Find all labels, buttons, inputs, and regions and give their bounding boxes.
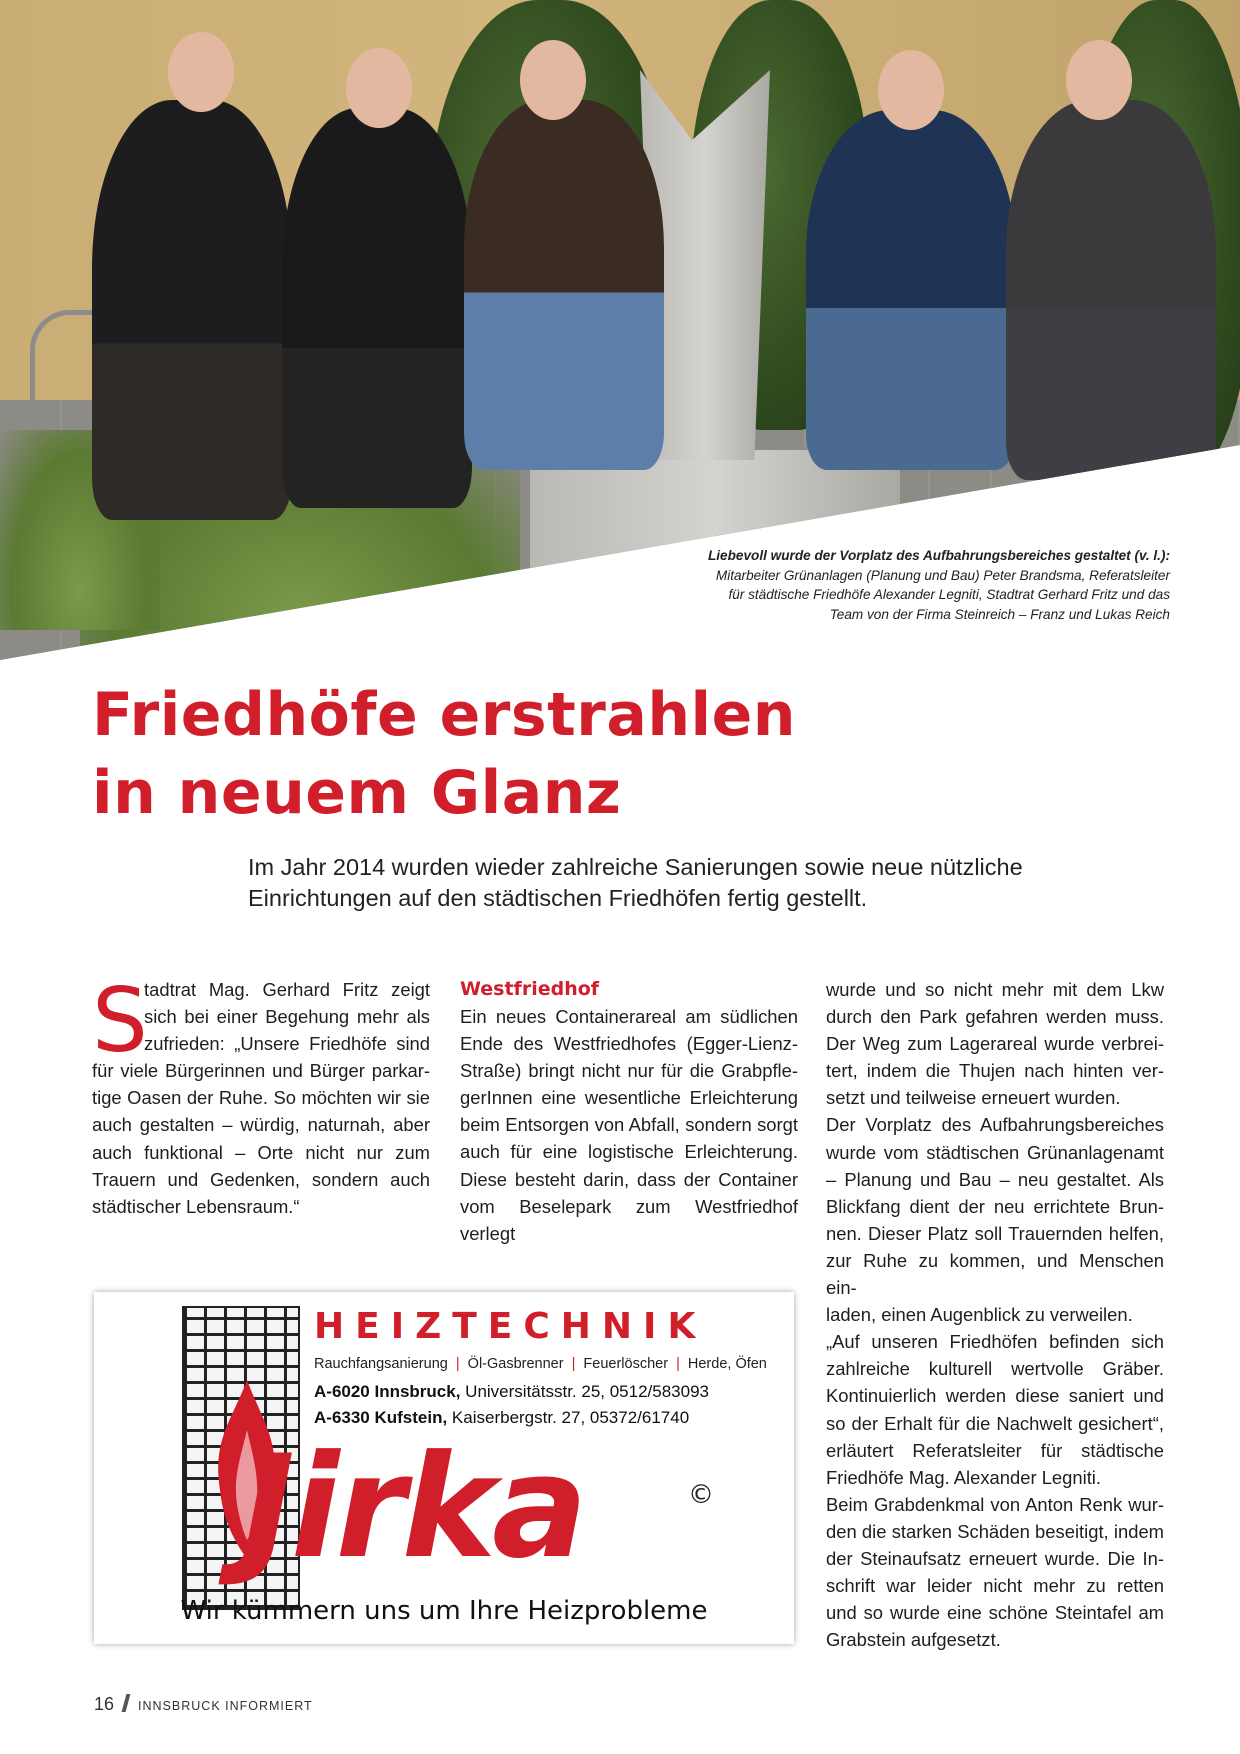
body-line: Diese besteht darin, dass der Container (460, 1168, 798, 1190)
ad-services (314, 1356, 767, 1372)
address-city: A-6020 Innsbruck, (314, 1382, 461, 1401)
article-title (92, 676, 796, 832)
service-item: Herde, Öfen (687, 1356, 767, 1372)
body-line: wurde vom städtischen Grünanlagenamt (826, 1141, 1164, 1163)
body-line: Blickfang dient der neu errichtete Brun- (826, 1195, 1164, 1217)
service-item: Rauchfangsanierung (314, 1356, 448, 1372)
service-separator: | (571, 1356, 576, 1372)
advertisement-jirka (94, 1292, 794, 1644)
photo-person-1-head (168, 32, 234, 112)
photo-person-3 (464, 100, 664, 470)
subhead-westfriedhof: Westfriedhof (460, 978, 600, 1000)
photo-person-1 (92, 100, 292, 520)
body-line: tige Oasen der Ruhe. So möchten wir sie (92, 1087, 430, 1109)
body-line: so der Erhalt für die Nachwelt gesichert“, (826, 1412, 1164, 1434)
address-detail: Kaiserbergstr. 27, 05372/61740 (447, 1408, 690, 1427)
address-city: A-6330 Kufstein, (314, 1408, 448, 1427)
publication-name: INNSBRUCK INFORMIERT (138, 1699, 313, 1713)
title-line-2: in neuem Glanz (92, 758, 622, 828)
photo-person-2 (282, 108, 472, 508)
body-line: Ein neues Containerareal am südlichen (460, 1006, 798, 1027)
body-line: auch gestalten – würdig, naturnah, aber (92, 1114, 430, 1136)
body-line: sich bei einer Begehung mehr als (144, 1006, 430, 1028)
caption-line: für städtische Friedhöfe Alexander Legniti, Stadtrat Gerhard Fritz und das (728, 587, 1170, 602)
body-line: durch den Park gefahren werden muss. (826, 1006, 1164, 1028)
service-item: Feuerlöscher (583, 1356, 669, 1372)
body-line: tadtrat Mag. Gerhard Fritz zeigt (144, 979, 430, 1000)
caption-line: Team von der Firma Steinreich – Franz und Lukas Reich (829, 606, 1170, 622)
article-column-1 (92, 969, 430, 1220)
article-column-2 (460, 976, 798, 1247)
body-line: auch für eine logistische Erleichterung. (460, 1141, 798, 1163)
caption-bold: Liebevoll wurde der Vorplatz des Aufbahrungsbereiches gestaltet (v. l.): (707, 548, 1170, 563)
body-line: Der Vorplatz des Aufbahrungsbereiches (826, 1114, 1164, 1136)
photo-person-5-head (1066, 40, 1132, 120)
body-line: beim Entsorgen von Abfall, sondern sorgt (460, 1114, 798, 1136)
body-line: städtischer Lebensraum.“ (92, 1195, 300, 1217)
body-line: Friedhöfe Mag. Alexander Legniti. (826, 1466, 1102, 1488)
body-line: erläutert Referatsleiter für städtische (826, 1439, 1164, 1461)
body-line: „Auf unseren Friedhöfen befinden sich (826, 1331, 1164, 1353)
body-line: Beim Grabdenkmal von Anton Renk wur- (826, 1493, 1164, 1515)
body-line: Grabstein aufgesetzt. (826, 1629, 1001, 1651)
photo-person-5 (1006, 100, 1216, 480)
ad-heading: HEIZTECHNIK (314, 1306, 707, 1347)
photo-person-2-head (346, 48, 412, 128)
service-separator: | (676, 1356, 680, 1372)
page-number: 16 (94, 1694, 115, 1714)
body-line: auch funktional – Orte nicht nur zum (92, 1141, 430, 1163)
ad-address-innsbruck (314, 1382, 709, 1402)
body-line: vom Beselepark zum Westfriedhof verlegt (460, 1195, 798, 1244)
photo-caption (690, 546, 1170, 624)
body-line: nen. Dieser Platz soll Trauernden helfen, (826, 1222, 1164, 1244)
page-footer (94, 1694, 313, 1715)
body-line: setzt und teilweise erneuert wurden. (826, 1087, 1121, 1109)
article-lead (248, 852, 1023, 914)
article-column-3 (826, 976, 1164, 1653)
body-line: und so wurde eine schöne Steintafel am (826, 1602, 1164, 1624)
service-item: Öl-Gasbrenner (467, 1356, 564, 1372)
body-line: den die starken Schäden beseitigt, indem (826, 1520, 1164, 1542)
lead-line-2: Einrichtungen auf den städtischen Friedhöfen fertig gestellt. (248, 885, 868, 911)
body-line: schrift war leider nicht mehr zu retten (826, 1575, 1164, 1597)
photo-person-3-head (520, 40, 586, 120)
body-line: tert, indem die Thujen nach hinten ver- (826, 1060, 1164, 1082)
ad-brand-logo: Jirka (242, 1425, 584, 1590)
title-line-1: Friedhöfe erstrahlen (92, 680, 797, 750)
body-line: wurde und so nicht mehr mit dem Lkw (826, 979, 1164, 1000)
body-line: der Steinaufsatz erneuert wurde. Die In- (826, 1547, 1164, 1569)
body-line: – Planung und Bau – neu gestaltet. Als (826, 1168, 1164, 1190)
photo-person-4 (806, 110, 1016, 470)
dropcap: S (92, 969, 148, 1072)
body-line: für viele Bürgerinnen und Bürger parkar- (92, 1060, 430, 1082)
body-line: Ende des Westfriedhofes (Egger-Lienz- (460, 1033, 798, 1055)
body-line: Straße) bringt nicht nur für die Grabpfle- (460, 1060, 798, 1082)
body-line: zur Ruhe zu kommen, und Menschen ein- (826, 1249, 1164, 1299)
body-line: gerInnen eine wesentliche Erleichterung (460, 1087, 798, 1109)
copyright-icon: © (688, 1480, 714, 1510)
body-line: zufrieden: „Unsere Friedhöfe sind (144, 1033, 430, 1055)
caption-line: Mitarbeiter Grünanlagen (Planung und Bau) Peter Brandsma, Referatsleiter (715, 567, 1170, 583)
ad-slogan: Wir kümmern uns um Ihre Heizprobleme (180, 1596, 708, 1626)
body-line: Der Weg zum Lagerareal wurde verbrei- (826, 1033, 1164, 1055)
lead-line-1: Im Jahr 2014 wurden wieder zahlreiche Sanierungen sowie neue nützliche (248, 854, 1023, 880)
photo-person-4-head (878, 50, 944, 130)
body-line: Trauern und Gedenken, sondern auch (92, 1168, 430, 1190)
service-separator: | (455, 1356, 460, 1372)
body-line: Kontinuierlich werden diese saniert und (826, 1385, 1164, 1407)
body-line: laden, einen Augenblick zu verweilen. (826, 1304, 1133, 1326)
body-line: zahlreiche kulturell wertvolle Gräber. (826, 1358, 1164, 1380)
slash-divider (122, 1694, 131, 1712)
address-detail: Universitätsstr. 25, 0512/583093 (460, 1382, 709, 1401)
